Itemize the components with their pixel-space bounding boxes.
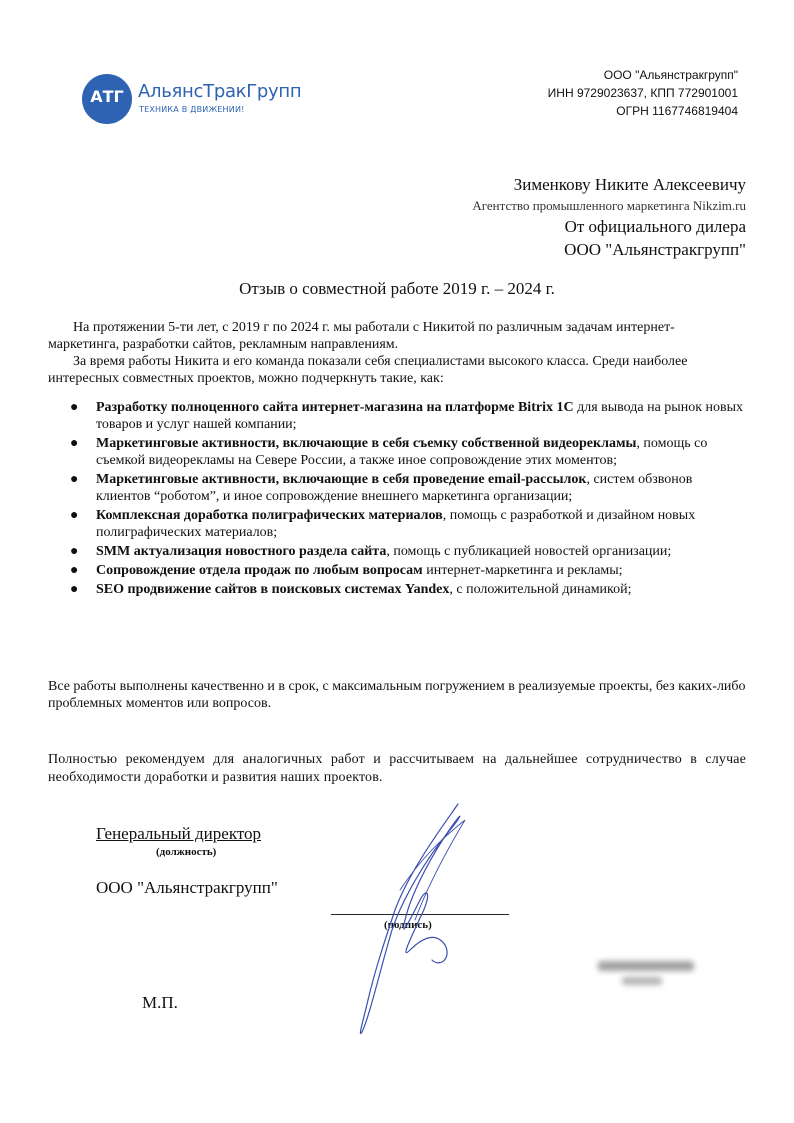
project-title: Сопровождение отдела продаж по любым вопросам <box>96 563 423 578</box>
bullet-icon: ● <box>70 472 79 487</box>
project-description: интернет-маркетинга и рекламы; <box>422 563 623 578</box>
project-description: , помощь с публикацией новостей организации; <box>386 544 672 559</box>
project-title: SMM актуализация новостного раздела сайта <box>96 544 387 559</box>
stamp-mark: М.П. <box>142 993 178 1012</box>
company-inn-kpp: ИНН 9729023637, КПП 772901001 <box>547 86 738 100</box>
sender-line-2: ООО "Альянстракгрупп" <box>564 240 746 259</box>
intro-paragraph-1: На протяжении 5-ти лет, с 2019 г по 2024 г. мы работали с Никитой по различным задачам интернет-маркетинга, разработки сайтов, рекламным направлениям. <box>48 320 675 352</box>
bullet-icon: ● <box>70 582 79 597</box>
project-description: , систем обзвонов клиентов “роботом”, и иное сопровождение внешнего маркетинга организации; <box>96 472 693 504</box>
project-list-item <box>70 543 746 560</box>
sender-line-1: От официального дилера <box>564 217 746 236</box>
bullet-icon: ● <box>70 563 79 578</box>
company-name: ООО "Альянстракгрупп" <box>603 68 738 82</box>
company-ogrn: ОГРН 1167746819404 <box>616 104 738 118</box>
logo-monogram: АТГ <box>90 87 124 106</box>
logo-tagline: ТЕХНИКА В ДВИЖЕНИИ! <box>139 105 245 114</box>
signer-position: Генеральный директор <box>96 824 262 843</box>
letter-body <box>48 319 746 600</box>
project-list <box>48 399 746 598</box>
project-description: , помощь с разработкой и дизайном новых полиграфических материалов; <box>96 508 696 540</box>
addressee-block <box>472 173 746 261</box>
bullet-icon: ● <box>70 436 79 451</box>
intro-paragraph-2: За время работы Никита и его команда показали себя специалистами высокого класса. Среди наиболее интересных совместных проектов, можно подчеркнуть такие, как: <box>48 354 688 386</box>
conclusion-paragraph: Все работы выполнены качественно и в срок, с максимальным погружением в реализуемые проекты, без каких-либо проблемных моментов или вопросов. <box>48 679 746 711</box>
bullet-icon: ● <box>70 508 79 523</box>
project-title: Разработку полноценного сайта интернет-магазина на платформе Bitrix 1С <box>96 400 574 415</box>
signer-organization: ООО "Альянстракгрупп" <box>96 878 278 897</box>
logo-emblem <box>82 74 132 124</box>
project-title: SEO продвижение сайтов в поисковых системах Yandex <box>96 582 450 597</box>
bullet-icon: ● <box>70 400 79 415</box>
addressee-agency: Агентство промышленного маркетинга Nikzim.ru <box>472 198 746 213</box>
signature-caption: (подпись) <box>384 919 432 931</box>
logo-name: АльянсТракГрупп <box>138 81 302 102</box>
handwritten-signature <box>340 800 500 1040</box>
project-description: для вывода на рынок новых товаров и услуг нашей компании; <box>96 400 744 432</box>
project-list-item <box>70 562 746 579</box>
addressee-name: Зименкову Никите Алексеевичу <box>513 175 746 194</box>
company-requisites <box>548 66 738 120</box>
redacted-signer-name <box>598 955 698 995</box>
recommendation-paragraph: Полностью рекомендуем для аналогичных работ и рассчитываем на дальнейшее сотрудничество в случае необходимости доработки и развития наших проектов. <box>48 752 746 785</box>
project-list-item <box>70 471 746 505</box>
position-caption: (должность) <box>156 846 217 858</box>
letter-title: Отзыв о совместной работе 2019 г. – 2024 г. <box>239 279 555 298</box>
project-list-item <box>70 399 746 433</box>
project-title: Маркетинговые активности, включающие в себя проведение email-рассылок <box>96 472 587 487</box>
project-list-item <box>70 435 746 469</box>
project-list-item <box>70 581 746 598</box>
project-description: , помощь со съемкой видеорекламы на Севере России, а также иное сопровождение этих моментов; <box>96 436 708 468</box>
project-description: , с положительной динамикой; <box>449 582 632 597</box>
project-title: Комплексная доработка полиграфических материалов <box>96 508 443 523</box>
project-list-item <box>70 507 746 541</box>
bullet-icon: ● <box>70 544 79 559</box>
project-title: Маркетинговые активности, включающие в себя съемку собственной видеорекламы <box>96 436 637 451</box>
company-logo <box>82 74 302 126</box>
